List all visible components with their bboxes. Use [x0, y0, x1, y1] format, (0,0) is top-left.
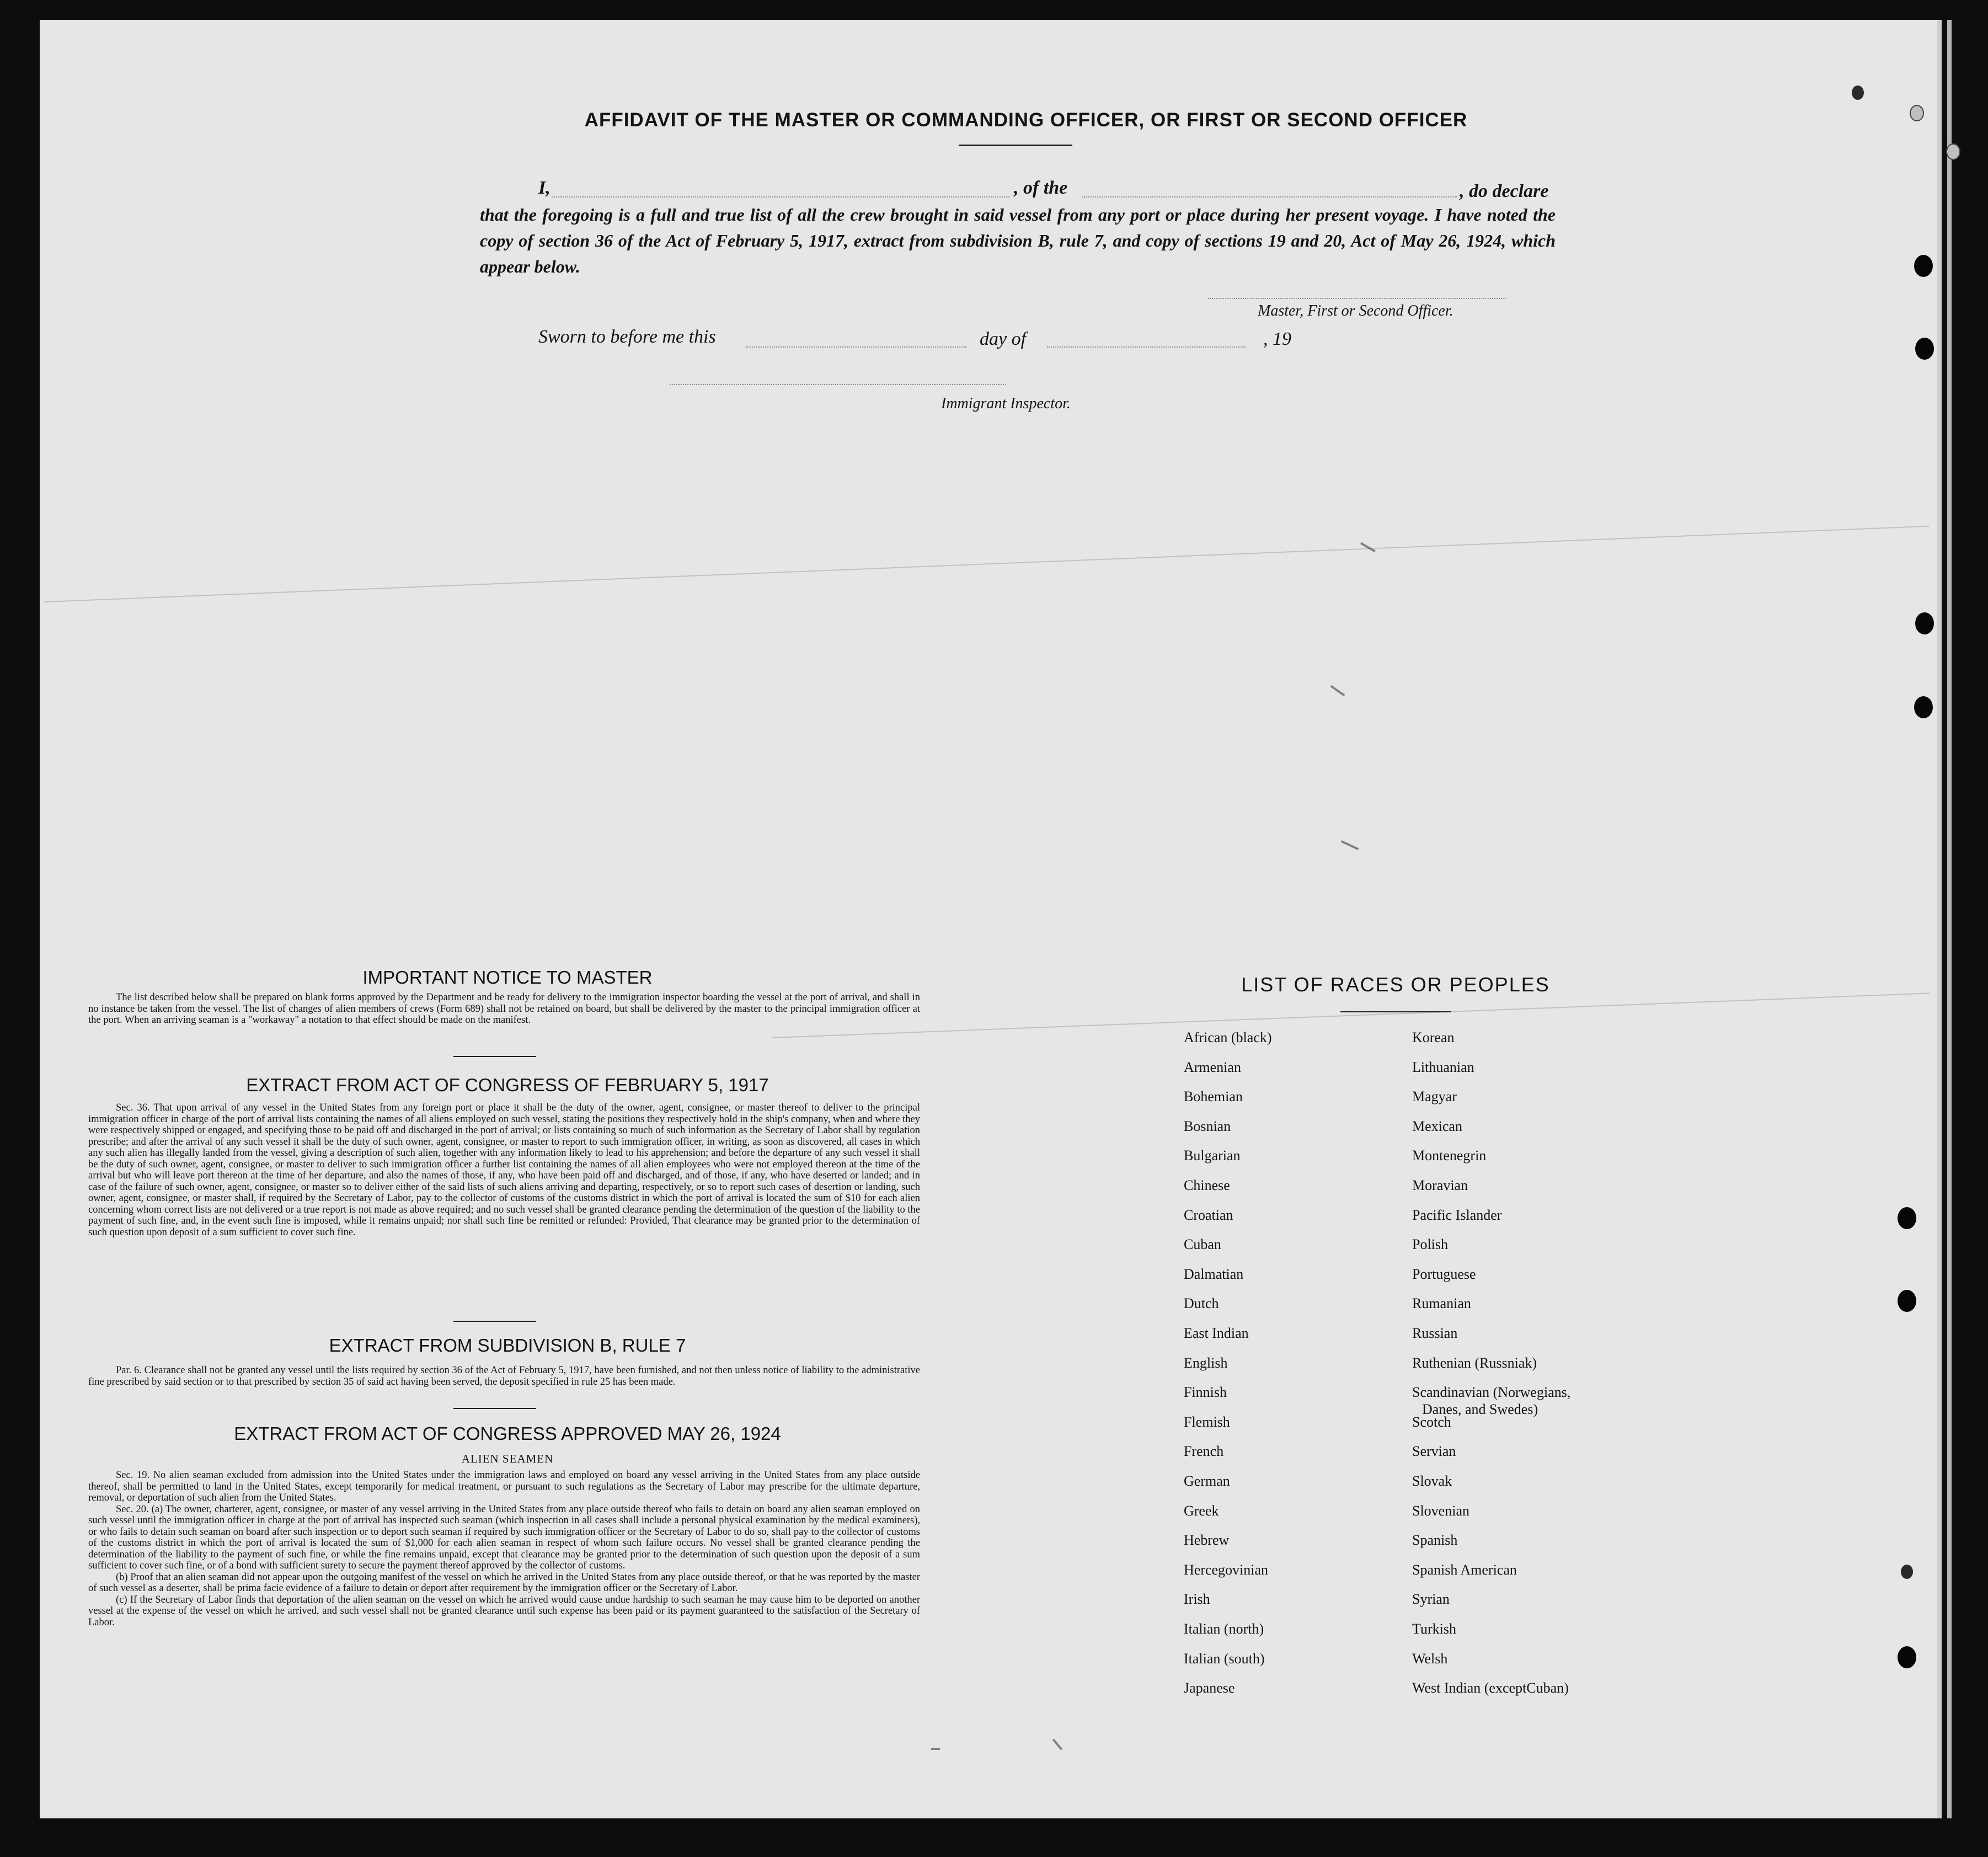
- race-item: Croatian: [1184, 1207, 1233, 1223]
- extract-rule7-title: EXTRACT FROM SUBDIVISION B, RULE 7: [329, 1335, 686, 1356]
- extract-rule7-text: [88, 1365, 920, 1388]
- race-item: English: [1184, 1354, 1228, 1371]
- race-item: Chinese: [1184, 1177, 1230, 1193]
- races-title: LIST OF RACES OR PEOPLES: [1241, 973, 1550, 996]
- extract-1917-text: [88, 1102, 920, 1238]
- page-edge: [1947, 20, 1952, 1818]
- alien-seamen-subtitle: ALIEN SEAMEN: [461, 1452, 554, 1465]
- punch-hole: [1914, 696, 1933, 718]
- race-item: Lithuanian: [1412, 1059, 1474, 1075]
- race-item: Hercegovinian: [1184, 1561, 1269, 1578]
- race-item: Scandinavian (Norwegians,: [1412, 1384, 1571, 1401]
- race-item-continuation: Danes, and Swedes): [1422, 1401, 1538, 1417]
- race-item: West Indian (exceptCuban): [1412, 1680, 1569, 1696]
- race-item: Servian: [1412, 1443, 1456, 1460]
- race-item: Dutch: [1184, 1295, 1219, 1312]
- race-item: Bosnian: [1184, 1118, 1231, 1134]
- extract-1924-title: EXTRACT FROM ACT OF CONGRESS APPROVED MAY 26, 1924: [234, 1423, 781, 1444]
- race-item: Hebrew: [1184, 1532, 1230, 1549]
- race-item: Spanish American: [1412, 1561, 1517, 1578]
- race-item: Bohemian: [1184, 1088, 1243, 1105]
- punch-hole: [1914, 255, 1933, 277]
- i-label: I,: [538, 178, 551, 198]
- race-item: Slovenian: [1412, 1502, 1469, 1519]
- sworn-day-field[interactable]: [746, 346, 966, 348]
- race-item: Italian (south): [1184, 1650, 1265, 1667]
- extract-1917-title: EXTRACT FROM ACT OF CONGRESS OF FEBRUARY 5, 1917: [246, 1075, 769, 1095]
- day-of-label: day of: [980, 329, 1027, 349]
- sec-20c-paragraph: (c) If the Secretary of Labor finds that deportation of the alien seaman on the vessel on which he arrived would cause undue hardship to such seaman he may cause him to be deported on another vessel at the expense of the vessel on which he arrived, and such vessel shall not be granted clearance until such expense has been paid or its payment guaranteed to the satisfaction of the Secretary of Labor.: [88, 1594, 920, 1628]
- punch-hole: [1852, 86, 1864, 100]
- notice-paragraph: The list described below shall be prepared on blank forms approved by the Department and be ready for delivery to the immigration inspector boarding the vessel at the port of arrival, and shall in no instance be taken from the vessel. The list of changes of alien members of crews (Form 689) shall not be retained on board, but shall be delivered by the master to the principal immigration officer at the port. When an arriving seaman is a "workaway" a notation to that effect should be made on the manifest.: [88, 992, 920, 1026]
- race-item: Welsh: [1412, 1650, 1448, 1667]
- inspector-caption: Immigrant Inspector.: [941, 395, 1071, 412]
- race-item: Russian: [1412, 1325, 1458, 1341]
- punch-hole: [1898, 1646, 1916, 1668]
- race-item: Montenegrin: [1412, 1148, 1487, 1164]
- race-item: African (black): [1184, 1029, 1272, 1045]
- page-edge: [1937, 20, 1942, 1818]
- race-item: Portuguese: [1412, 1266, 1476, 1282]
- races-title-underline: [1340, 1011, 1451, 1012]
- race-item: Magyar: [1412, 1088, 1457, 1105]
- race-item: Greek: [1184, 1502, 1219, 1519]
- vessel-field[interactable]: [1082, 196, 1457, 198]
- ink-mark: [931, 1748, 940, 1750]
- notice-text: [88, 992, 920, 1026]
- race-item: Slovak: [1412, 1473, 1452, 1489]
- race-item: Italian (north): [1184, 1621, 1264, 1637]
- race-item: Finnish: [1184, 1384, 1227, 1401]
- section-divider: [453, 1408, 536, 1409]
- race-item: Moravian: [1412, 1177, 1468, 1193]
- punch-hole: [1915, 338, 1934, 360]
- punch-hole: [1910, 105, 1924, 121]
- officer-signature-caption: Master, First or Second Officer.: [1258, 302, 1453, 319]
- section-divider: [453, 1321, 536, 1322]
- punch-hole: [1946, 143, 1960, 160]
- race-item: Cuban: [1184, 1236, 1221, 1253]
- year-label: , 19: [1263, 329, 1291, 349]
- race-item: Spanish: [1412, 1532, 1458, 1549]
- punch-hole: [1901, 1565, 1913, 1579]
- punch-hole: [1898, 1290, 1916, 1312]
- do-declare-label: , do declare: [1460, 181, 1549, 201]
- race-item: Dalmatian: [1184, 1266, 1244, 1282]
- race-item: Syrian: [1412, 1591, 1450, 1608]
- section-divider: [453, 1056, 536, 1057]
- race-item: Ruthenian (Russniak): [1412, 1354, 1537, 1371]
- affidavit-title: AFFIDAVIT OF THE MASTER OR COMMANDING OFFICER, OR FIRST OR SECOND OFFICER: [584, 109, 1468, 131]
- officer-signature-field[interactable]: [1208, 298, 1506, 299]
- sec-20b-paragraph: (b) Proof that an alien seaman did not appear upon the outgoing manifest of the vessel on which he arrived in the United States from any place outside thereof, or that he was reported by the master of such vessel as a deserter, shall be prima facie evidence of a failure to detain or deport after requirement by the immigration officer or the Secretary of Labor.: [88, 1571, 920, 1594]
- race-item: Scotch: [1412, 1413, 1451, 1430]
- of-the-label: , of the: [1014, 178, 1068, 198]
- race-item: Armenian: [1184, 1059, 1241, 1075]
- race-item: Turkish: [1412, 1621, 1456, 1637]
- race-item: East Indian: [1184, 1325, 1249, 1341]
- race-item: Mexican: [1412, 1118, 1462, 1134]
- race-item: Polish: [1412, 1236, 1449, 1253]
- extract-rule7-paragraph: Par. 6. Clearance shall not be granted any vessel until the lists required by section 36 of the Act of February 5, 1917, have been furnished, and not then unless notice of liability to the administrative fine prescribed by said section or to that prescribed by section 35 of said act having been served, the deposit specified in rule 25 has been made.: [88, 1365, 920, 1388]
- race-item: Bulgarian: [1184, 1148, 1241, 1164]
- notice-title: IMPORTANT NOTICE TO MASTER: [362, 967, 653, 988]
- name-field[interactable]: [552, 196, 1009, 198]
- sworn-month-field[interactable]: [1047, 346, 1246, 348]
- race-item: Korean: [1412, 1029, 1455, 1045]
- extract-1917-paragraph: Sec. 36. That upon arrival of any vessel in the United States from any foreign port or place it shall be the duty of the owner, agent, consignee, or master thereof to deliver to the principal immigration officer in charge of the port of arrival lists containing the names of all aliens employed on such vessel, stating the positions they respectively hold in the ship's company, when and where they were respectively shipped or engaged, and specifying those to be paid off and discharged in the port of arrival; or lists containing so much of such information as the Secretary of Labor shall by regulation prescribe; and after the arrival of any such vessel it shall be the duty of such owner, agent, consignee, or master to report to such immigration officer, in writing, as soon as discovered, all cases in which any such alien has illegally landed from the vessel, giving a description of such alien, together with any information likely to lead to his apprehension; and before the departure of any such vessel it shall be the duty of such owner, agent, consignee, or master to deliver to such immigration officer a further list containing the names of all alien employees who were not employed thereon at the time of the arrival but who will leave port thereon at the time of her departure, and also the names of those, if any, who have been paid off and discharged, and of those, if any, who have deserted or landed; and in case of the failure of such owner, agent, consignee, or master so to deliver either of the said lists of such aliens arriving and departing, respectively, or so to report such cases of desertion or landing, such owner, agent, consignee, or master shall, if required by the Secretary of Labor, pay to the collector of customs of the customs district in which the port of arrival is located the sum of $10 for each alien concerning whom correct lists are not delivered or a true report is not made as above required; and no such vessel shall be granted clearance pending the determination of the question of the liability to the payment of such fine, and, in the event such fine is imposed, while it remains unpaid; nor shall such fine be remitted or refunded: Provided, That clearance may be granted prior to the determination of such question upon deposit of a sum sufficient to cover such fine.: [88, 1102, 920, 1238]
- declaration-text: that the foregoing is a full and true list of all the crew brought in said vessel from any port or place during her present voyage. I have noted the copy of section 36 of the Act of February 5, 1917, extract from subdivision B, rule 7, and copy of sections 19 and 20, Act of May 26, 1924, which appear below.: [480, 205, 1556, 276]
- race-item: Japanese: [1184, 1680, 1235, 1696]
- punch-hole: [1898, 1207, 1916, 1229]
- race-item: Flemish: [1184, 1413, 1230, 1430]
- race-item: German: [1184, 1473, 1230, 1489]
- race-item: French: [1184, 1443, 1224, 1460]
- extract-1924-text: [88, 1470, 920, 1628]
- race-item: Irish: [1184, 1591, 1210, 1608]
- sworn-label: Sworn to before me this: [538, 327, 716, 347]
- race-item: Pacific Islander: [1412, 1207, 1502, 1223]
- inspector-signature-field[interactable]: [670, 384, 1006, 385]
- sec-19-paragraph: Sec. 19. No alien seaman excluded from admission into the United States under the immigration laws and employed on board any vessel arriving in the United States from any place outside thereof, shall be permitted to land in the United States, except temporarily for medical treatment, or pursuant to such regulations as the Secretary of Labor may prescribe for the ultimate departure, removal, or deportation of such alien from the United States.: [88, 1470, 920, 1503]
- punch-hole: [1915, 612, 1934, 634]
- race-item: Rumanian: [1412, 1295, 1471, 1312]
- title-underline: [959, 145, 1072, 146]
- sec-20a-paragraph: Sec. 20. (a) The owner, charterer, agent, consignee, or master of any vessel arriving in the United States from any place outside thereof who fails to detain on board any alien seaman employed on such vessel until the immigration officer in charge at the port of arrival has inspected such seaman (which inspection in all cases shall include a personal physical examination by the medical examiners), or who fails to detain such seaman on board after such inspection or to deport such seaman if required by such immigration officer or the Secretary of Labor to do so, shall pay to the collector of customs of the customs district in which the port of arrival is located the sum of $1,000 for each alien seaman in respect of whom such failure occurs. No vessel shall be granted clearance pending the determination of the liability to the payment of such fine, or while the fine remains unpaid, except that clearance may be granted prior to the determination of such question upon the deposit of a sum sufficient to cover such fine, or of a bond with sufficient surety to secure the payment thereof approved by the collector of customs.: [88, 1503, 920, 1571]
